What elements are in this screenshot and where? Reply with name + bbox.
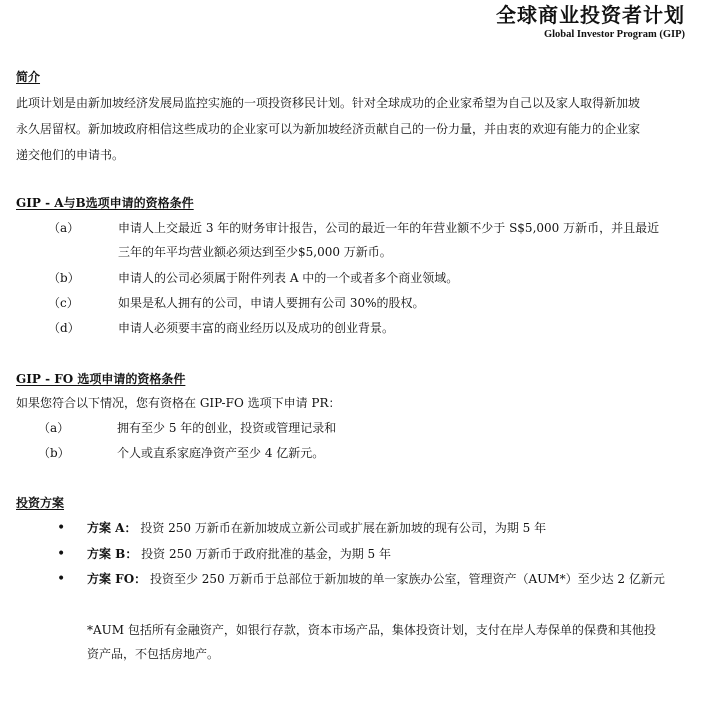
- page-subtitle: Global Investor Program (GIP): [543, 29, 685, 40]
- item-line: 申请人上交最近 3 年的财务审计报告，公司的最近一年的年营业额不少于 S$5,000 万新币，并且最近: [118, 221, 660, 235]
- item-label: （c）: [48, 296, 79, 310]
- intro-line: 此项计划是由新加坡经济发展局监控实施的一项投资移民计划。针对全球成功的企业家希望为自己以及家人取得新加坡: [16, 96, 641, 110]
- bullet-icon: •: [57, 546, 66, 562]
- gip-fo-heading: GIP - FO 选项申请的资格条件: [16, 372, 186, 386]
- plan-label: 方案 B：: [87, 547, 138, 561]
- plans-heading: 投资方案: [16, 496, 65, 510]
- plan-label: 方案 A：: [87, 521, 137, 535]
- plan-description: 投资 250 万新币于政府批准的基金，为期 5 年: [141, 547, 391, 561]
- footnote-line: 资产品，不包括房地产。: [87, 647, 220, 661]
- intro-line: 永久居留权。新加坡政府相信这些成功的企业家可以为新加坡经济贡献自己的一份力量，并由衷的欢迎有能力的企业家: [16, 122, 641, 136]
- intro-paragraph: [16, 90, 696, 168]
- item-label: （b）: [38, 446, 70, 460]
- footnote-line: *AUM 包括所有金融资产，如银行存款，资本市场产品，集体投资计划，支付在岸人寿保单的保费和其他投: [87, 623, 656, 637]
- item-label: （b）: [48, 271, 80, 285]
- gip-fo-intro: 如果您符合以下情况，您有资格在 GIP-FO 选项下申请 PR：: [16, 396, 341, 410]
- plan-label: 方案 FO：: [87, 572, 147, 586]
- item-text: 申请人必须要丰富的商业经历以及成功的创业背景。: [118, 321, 395, 335]
- item-text: 个人或直系家庭净资产至少 4 亿新元。: [117, 446, 325, 460]
- item-label: （d）: [48, 321, 80, 335]
- aum-footnote: [87, 618, 695, 666]
- bullet-icon: •: [57, 520, 66, 536]
- plan-description: 投资至少 250 万新币于总部位于新加坡的单一家族办公室，管理资产（AUM*）至少达 2 亿新元: [149, 572, 665, 586]
- page-title: 全球商业投资者计划: [496, 3, 685, 27]
- plan-description: 投资 250 万新币在新加坡成立新公司或扩展在新加坡的现有公司，为期 5 年: [140, 521, 547, 535]
- intro-heading: 简介: [16, 70, 41, 84]
- item-text: 拥有至少 5 年的创业，投资或管理记录和: [117, 421, 337, 435]
- item-text: 申请人的公司必须属于附件列表 A 中的一个或者多个商业领域。: [118, 271, 459, 285]
- title-block: [496, 2, 685, 40]
- plan-text: [87, 567, 697, 591]
- bullet-icon: •: [57, 571, 66, 587]
- item-text: 如果是私人拥有的公司，申请人要拥有公司 30%的股权。: [118, 296, 425, 310]
- gip-ab-heading: GIP - A与B选项申请的资格条件: [16, 196, 194, 210]
- item-text: [118, 216, 688, 264]
- plan-text: [87, 516, 697, 540]
- item-label: （a）: [48, 221, 80, 235]
- intro-line: 递交他们的申请书。: [16, 148, 125, 162]
- item-line: 三年的年平均营业额必须达到至少$5,000 万新币。: [118, 245, 392, 259]
- item-label: （a）: [38, 421, 70, 435]
- plan-text: [87, 542, 697, 566]
